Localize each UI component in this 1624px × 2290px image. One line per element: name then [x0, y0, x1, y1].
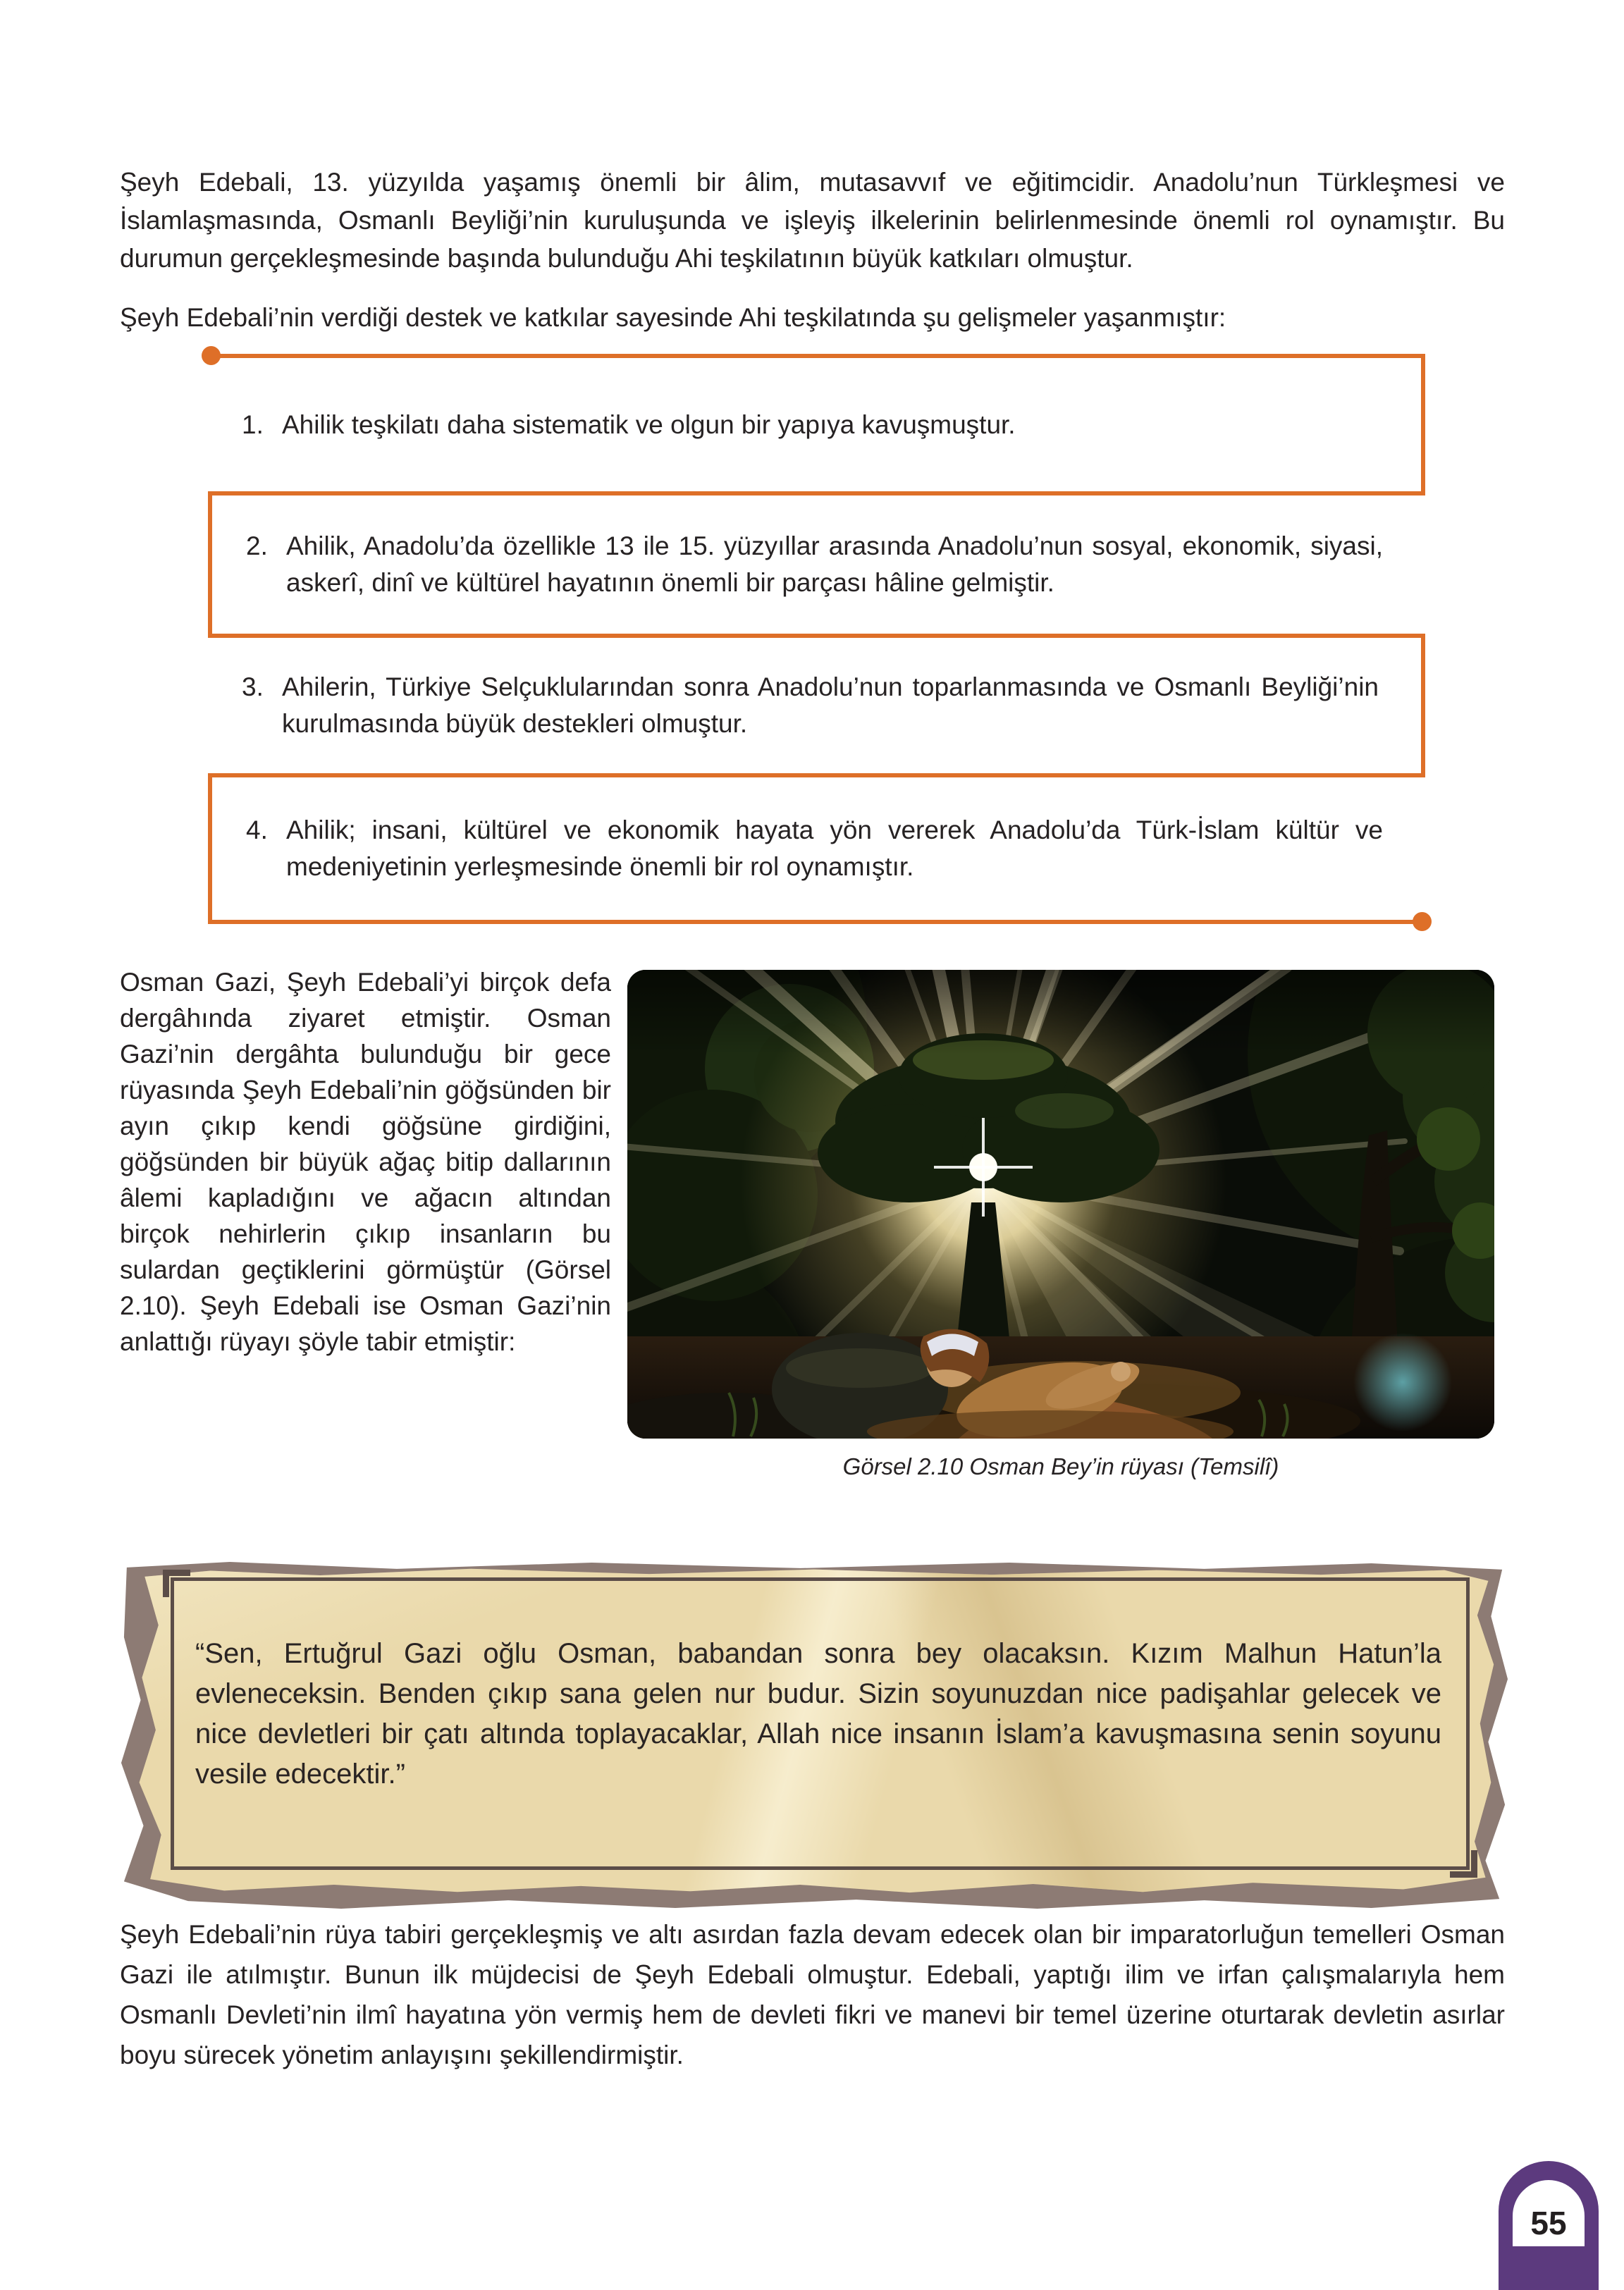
- list-item-number: 1.: [242, 410, 264, 439]
- list-item-number: 4.: [246, 815, 268, 844]
- list-item: [208, 354, 1425, 495]
- list-item-text: Ahilik; insani, kültürel ve ekonomik hayata yön vererek Anadolu’da Türk-İslam kültür ve medeniyetinin yerleşmesinde önemli bir rol oynamıştır.: [286, 815, 1383, 881]
- list-item-text: Ahilik teşkilatı daha sistematik ve olgun bir yapıya kavuşmuştur.: [282, 410, 1016, 439]
- page-number-badge: [1499, 2161, 1599, 2290]
- dream-photo: [627, 970, 1494, 1439]
- serpentine-end-dot: [1413, 912, 1432, 931]
- list-item-text: Ahilerin, Türkiye Selçuklularından sonra Anadolu’nun toparlanmasında ve Osmanlı Beyliği’nin kurulmasında büyük destekleri olmuştur.: [282, 672, 1379, 738]
- list-item: [208, 638, 1425, 777]
- edebali-quote: “Sen, Ertuğrul Gazi oğlu Osman, babandan sonra bey olacaksın. Kızım Malhun Hatun’la evleneceksin. Benden çıkıp sana gelen nur budur. Sizin soyunuzdan nice padişahlar gelecek ve nice devletleri bir çatı altında toplayacaklar, Allah nice insanın İslam’a kavuşmasına senin soyunu vesile edecektir.”: [195, 1638, 1441, 1790]
- dream-paragraph: Osman Gazi, Şeyh Edebali’yi birçok defa dergâhında ziyaret etmiştir. Osman Gazi’nin dergâhta bulunduğu bir gece rüyasında Şeyh Edebali’nin göğsünden bir ayın çıkıp kendi göğsüne girdiğini, göğsünden bir büyük ağaç bitip dallarının âlemi kapladığını ve ağacın altından birçok nehirlerin çıkıp insanların bu sulardan geçtiklerini görmüştür (Görsel 2.10). Şeyh Edebali ise Osman Gazi’nin anlattığı rüyayı şöyle tabir etmiştir:: [120, 968, 611, 1356]
- quote-parchment: [128, 1566, 1499, 1894]
- outro-paragraph: Şeyh Edebali’nin rüya tabiri gerçekleşmiş ve altı asırdan fazla devam edecek olan bir imparatorluğun temelleri Osman Gazi ile atılmıştır. Bunun ilk müjdecisi de Şeyh Edebali olmuştur. Edebali, yaptığı ilim ve irfan çalışmalarıyla hem Osmanlı Devleti’nin ilmî hayatına yön vermiş hem de devleti fikri ve manevi bir temel üzerine oturtarak devletin asırlar boyu sürecek yönetim anlayışını şekillendirmiştir.: [120, 1920, 1505, 2069]
- page-number: 55: [1530, 2205, 1567, 2241]
- serpentine-start-dot: [202, 346, 221, 365]
- list-item-number: 3.: [242, 672, 264, 701]
- lead-in-paragraph: Şeyh Edebali’nin verdiği destek ve katkılar sayesinde Ahi teşkilatında şu gelişmeler yaşanmıştır:: [120, 303, 1226, 332]
- list-item: [208, 495, 1425, 638]
- list-item-text: Ahilik, Anadolu’da özellikle 13 ile 15. yüzyıllar arasında Anadolu’nun sosyal, ekonomik, siyasi, askerî, dinî ve kültürel hayatının önemli bir parçası hâline gelmiştir.: [286, 531, 1383, 597]
- numbered-list: [208, 354, 1425, 924]
- list-item: [208, 777, 1425, 924]
- dream-photo-illustration: [627, 970, 1494, 1439]
- intro-paragraph: Şeyh Edebali, 13. yüzyılda yaşamış önemli bir âlim, mutasavvıf ve eğitimcidir. Anadolu’nun Türkleşmesi ve İslamlaşmasında, Osmanlı Beyliği’nin kuruluşunda ve işleyiş ilkelerinin belirlenmesinde önemli rol oynamıştır. Bu durumun gerçekleşmesinde başında bulunduğu Ahi teşkilatının büyük katkıları olmuştur.: [120, 168, 1505, 273]
- photo-caption: Görsel 2.10 Osman Bey’in rüyası (Temsilî): [842, 1453, 1279, 1479]
- page-number-window: [1513, 2180, 1585, 2246]
- list-item-number: 2.: [246, 531, 268, 560]
